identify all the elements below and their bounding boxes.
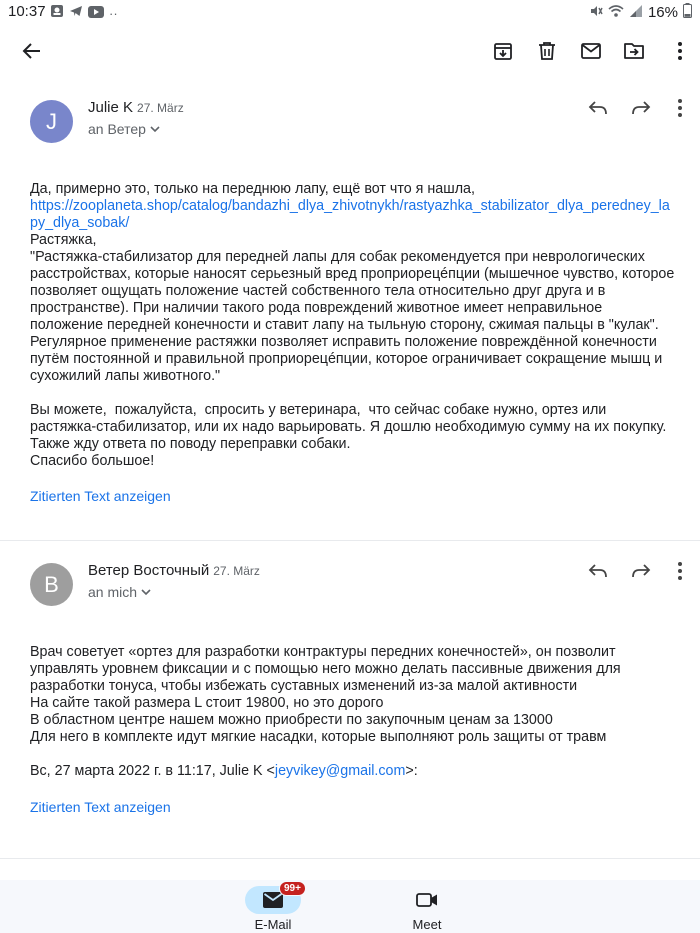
trash-icon bbox=[538, 41, 556, 61]
forward-button[interactable] bbox=[625, 92, 657, 124]
app-notification-icon bbox=[50, 4, 64, 22]
battery-percentage: 16% bbox=[647, 4, 678, 21]
forward-button[interactable] bbox=[625, 555, 657, 587]
nav-mail[interactable] bbox=[213, 880, 333, 933]
nav-meet[interactable] bbox=[367, 880, 487, 933]
reply-header bbox=[30, 763, 675, 780]
recipient-toggle[interactable] bbox=[88, 584, 151, 600]
reply-header-prefix: Вс, 27 марта 2022 г. в 11:17, Julie K < bbox=[30, 763, 275, 779]
move-to-button[interactable] bbox=[618, 35, 650, 67]
bottom-navigation bbox=[0, 880, 700, 933]
reply-button[interactable] bbox=[582, 555, 614, 587]
arrow-back-icon bbox=[22, 41, 42, 61]
more-vert-icon bbox=[678, 42, 682, 60]
forward-icon bbox=[631, 563, 651, 579]
message-body bbox=[30, 644, 675, 780]
sender-name bbox=[88, 99, 184, 116]
reply-button[interactable] bbox=[582, 92, 614, 124]
body-main: Врач советует «ортез для разработки контрактуры передних конечностей», он позволит управлять уровнем фиксации и с помощью него можно делать пассивные движения для разработки тонуса, чтобы избежать суставных изменений из-за малой активности На сайте такой размера L стоит 19800, но это дорого В областном центре нашем можно приобрести по закупочным ценам за 13000 Для него в комплекте идут мягкие насадки, которые выполняют роль защиты от травм bbox=[30, 644, 621, 745]
mail-icon bbox=[263, 892, 283, 908]
telegram-icon bbox=[69, 4, 83, 22]
avatar[interactable]: B bbox=[30, 563, 73, 606]
message-more-button[interactable] bbox=[664, 555, 696, 587]
archive-icon bbox=[493, 41, 513, 61]
message-date: 27. März bbox=[213, 564, 260, 578]
forward-icon bbox=[631, 100, 651, 116]
nav-mail-pill bbox=[245, 883, 301, 914]
body-main: Растяжка, "Растяжка-стабилизатор для передней лапы для собак рекомендуется при неврологических расстройствах, которые наносят серьезный вред проприорецéпции (мышечное чувство, которое позволяет ощущать положение частей собственного тела относительно друг друга и в пространстве). При наличии такого рода повреждений животное имеет неправильное положение передней конечности и ставит лапу на тыльную сторону, сжимая пальцы в "кулак". Регулярное применение растяжки позволяет исправить положение повреждённой конечности путём постоянной и правильной проприорецéпции, которое ограничивает сокращение мышц и сухожилий лапы животного." Вы можете, пожалуйста, спросить у ветеринара, что сейчас собаке нужно, ортез или растяжка-стабилизатор, или их надо варьировать. Я дошлю необходимую сумму на их покупку. Также жду ответа по поводу переправки собаки. Спасибо большое! bbox=[30, 232, 675, 469]
show-quoted-text-link[interactable]: Zitierten Text anzeigen bbox=[30, 488, 171, 504]
video-camera-icon bbox=[416, 892, 438, 908]
nav-meet-pill bbox=[399, 886, 455, 914]
show-quoted-text-link[interactable]: Zitierten Text anzeigen bbox=[30, 799, 171, 815]
reply-icon bbox=[588, 563, 608, 579]
back-button[interactable] bbox=[16, 35, 48, 67]
product-link[interactable]: https://zooplaneta.shop/catalog/bandazhi_dlya_zhivotnykh/rastyazhka_stabilizator_dlya_peredney_lapy_dlya_sobak/ bbox=[30, 198, 670, 231]
youtube-icon bbox=[88, 5, 104, 22]
sender-name bbox=[88, 562, 260, 579]
more-vert-icon bbox=[678, 99, 682, 117]
signal-icon bbox=[629, 4, 643, 22]
move-folder-icon bbox=[624, 42, 644, 60]
archive-button[interactable] bbox=[487, 35, 519, 67]
mail-icon bbox=[581, 43, 601, 59]
more-vert-icon bbox=[678, 562, 682, 580]
reply-header-suffix: >: bbox=[405, 763, 418, 779]
sender-email-link[interactable]: jeyvikey@gmail.com bbox=[274, 763, 406, 779]
message-divider bbox=[0, 540, 700, 541]
nav-mail-label: E-Mail bbox=[254, 917, 292, 932]
status-bar bbox=[0, 0, 700, 24]
recipient-label: an mich bbox=[88, 584, 138, 600]
wifi-icon bbox=[608, 4, 624, 22]
battery-icon bbox=[683, 3, 692, 22]
recipient-toggle[interactable] bbox=[88, 121, 160, 137]
more-notifications-icon: ·· bbox=[109, 5, 118, 21]
chevron-down-icon bbox=[141, 589, 151, 596]
message-date: 27. März bbox=[137, 101, 184, 115]
sender-label: Julie K bbox=[88, 99, 134, 116]
toolbar bbox=[0, 28, 700, 76]
delete-button[interactable] bbox=[531, 35, 563, 67]
sender-label: Ветер Восточный bbox=[88, 562, 210, 579]
mark-unread-button[interactable] bbox=[575, 35, 607, 67]
chevron-down-icon bbox=[150, 126, 160, 133]
avatar[interactable]: J bbox=[30, 100, 73, 143]
nav-meet-label: Meet bbox=[412, 917, 442, 932]
status-time: 10:37 bbox=[8, 3, 46, 20]
recipient-label: an Ветер bbox=[88, 121, 146, 137]
message-divider bbox=[0, 858, 700, 859]
body-intro: Да, примерно это, только на переднюю лапу, ещё вот что я нашла, bbox=[30, 181, 475, 197]
unread-badge: 99+ bbox=[279, 881, 306, 896]
more-options-button[interactable] bbox=[664, 35, 696, 67]
mute-icon bbox=[589, 4, 603, 22]
message-body bbox=[30, 181, 675, 470]
message-more-button[interactable] bbox=[664, 92, 696, 124]
reply-icon bbox=[588, 100, 608, 116]
